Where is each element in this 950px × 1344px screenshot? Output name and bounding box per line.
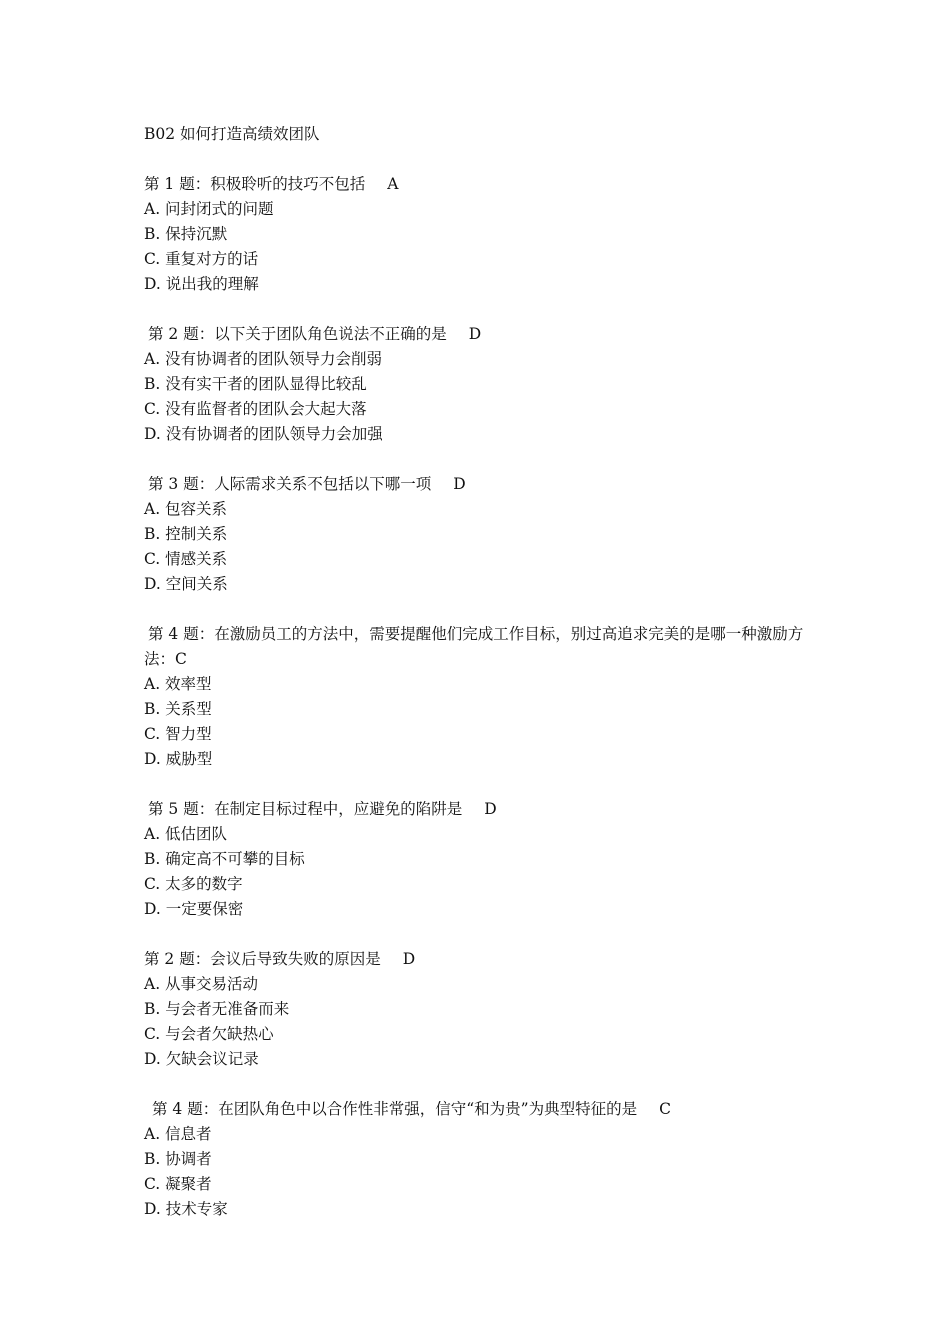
option-d: D. 欠缺会议记录 (144, 1050, 259, 1068)
question-6 (144, 947, 824, 1072)
option-c: C. 没有监督者的团队会大起大落 (144, 400, 367, 418)
option-a: A. 信息者 (144, 1125, 212, 1143)
question-prompt (144, 622, 824, 672)
option-c: C. 与会者欠缺热心 (144, 1025, 274, 1043)
question-prompt (144, 172, 824, 197)
question-text: 第 2 题：以下关于团队角色说法不正确的是 (148, 325, 447, 343)
question-prompt (144, 472, 824, 497)
option-d: D. 没有协调者的团队领导力会加强 (144, 425, 383, 443)
option-a: A. 低估团队 (144, 825, 228, 843)
option-b: B. 关系型 (144, 700, 212, 718)
question-3 (144, 472, 824, 597)
question-prompt (144, 1097, 824, 1122)
option-d: D. 说出我的理解 (144, 275, 259, 293)
question-prompt (144, 797, 824, 822)
option-c: C. 情感关系 (144, 550, 228, 568)
question-text: 第 2 题：会议后导致失败的原因是 (144, 950, 381, 968)
option-b: B. 协调者 (144, 1150, 212, 1168)
question-text: 第 1 题：积极聆听的技巧不包括 (144, 175, 366, 193)
question-4 (144, 622, 824, 772)
option-a: A. 问封闭式的问题 (144, 200, 274, 218)
option-c: C. 凝聚者 (144, 1175, 212, 1193)
option-a: A. 效率型 (144, 675, 212, 693)
question-5 (144, 797, 824, 922)
document-page (144, 122, 824, 1247)
option-d: D. 技术专家 (144, 1200, 228, 1218)
option-b: B. 保持沉默 (144, 225, 228, 243)
question-text: 第 4 题：在团队角色中以合作性非常强，信守“和为贵”为典型特征的是 (152, 1100, 638, 1118)
option-d: D. 威胁型 (144, 750, 213, 768)
question-answer: C (175, 650, 187, 668)
question-answer: D (402, 950, 416, 968)
question-1 (144, 172, 824, 297)
option-b: B. 控制关系 (144, 525, 228, 543)
option-b: B. 确定高不可攀的目标 (144, 850, 305, 868)
option-c: C. 重复对方的话 (144, 250, 259, 268)
question-text: 第 4 题：在激励员工的方法中，需要提醒他们完成工作目标，别过高追求完美的是哪一种激励方法： (144, 625, 804, 668)
question-answer: C (659, 1100, 671, 1118)
option-a: A. 没有协调者的团队领导力会削弱 (144, 350, 383, 368)
question-answer: D (468, 325, 482, 343)
question-text: 第 3 题：人际需求关系不包括以下哪一项 (148, 475, 432, 493)
option-d: D. 一定要保密 (144, 900, 244, 918)
question-prompt (144, 947, 824, 972)
option-b: B. 与会者无准备而来 (144, 1000, 290, 1018)
question-prompt (144, 322, 824, 347)
question-answer: A (387, 175, 399, 193)
question-7 (144, 1097, 824, 1222)
question-2 (144, 322, 824, 447)
question-answer: D (453, 475, 466, 493)
option-d: D. 空间关系 (144, 575, 228, 593)
question-answer: D (484, 800, 497, 818)
option-a: A. 从事交易活动 (144, 975, 259, 993)
document-title: B02 如何打造高绩效团队 (144, 125, 320, 143)
option-a: A. 包容关系 (144, 500, 228, 518)
question-text: 第 5 题：在制定目标过程中，应避免的陷阱是 (148, 800, 463, 818)
option-c: C. 太多的数字 (144, 875, 243, 893)
option-b: B. 没有实干者的团队显得比较乱 (144, 375, 367, 393)
option-c: C. 智力型 (144, 725, 212, 743)
